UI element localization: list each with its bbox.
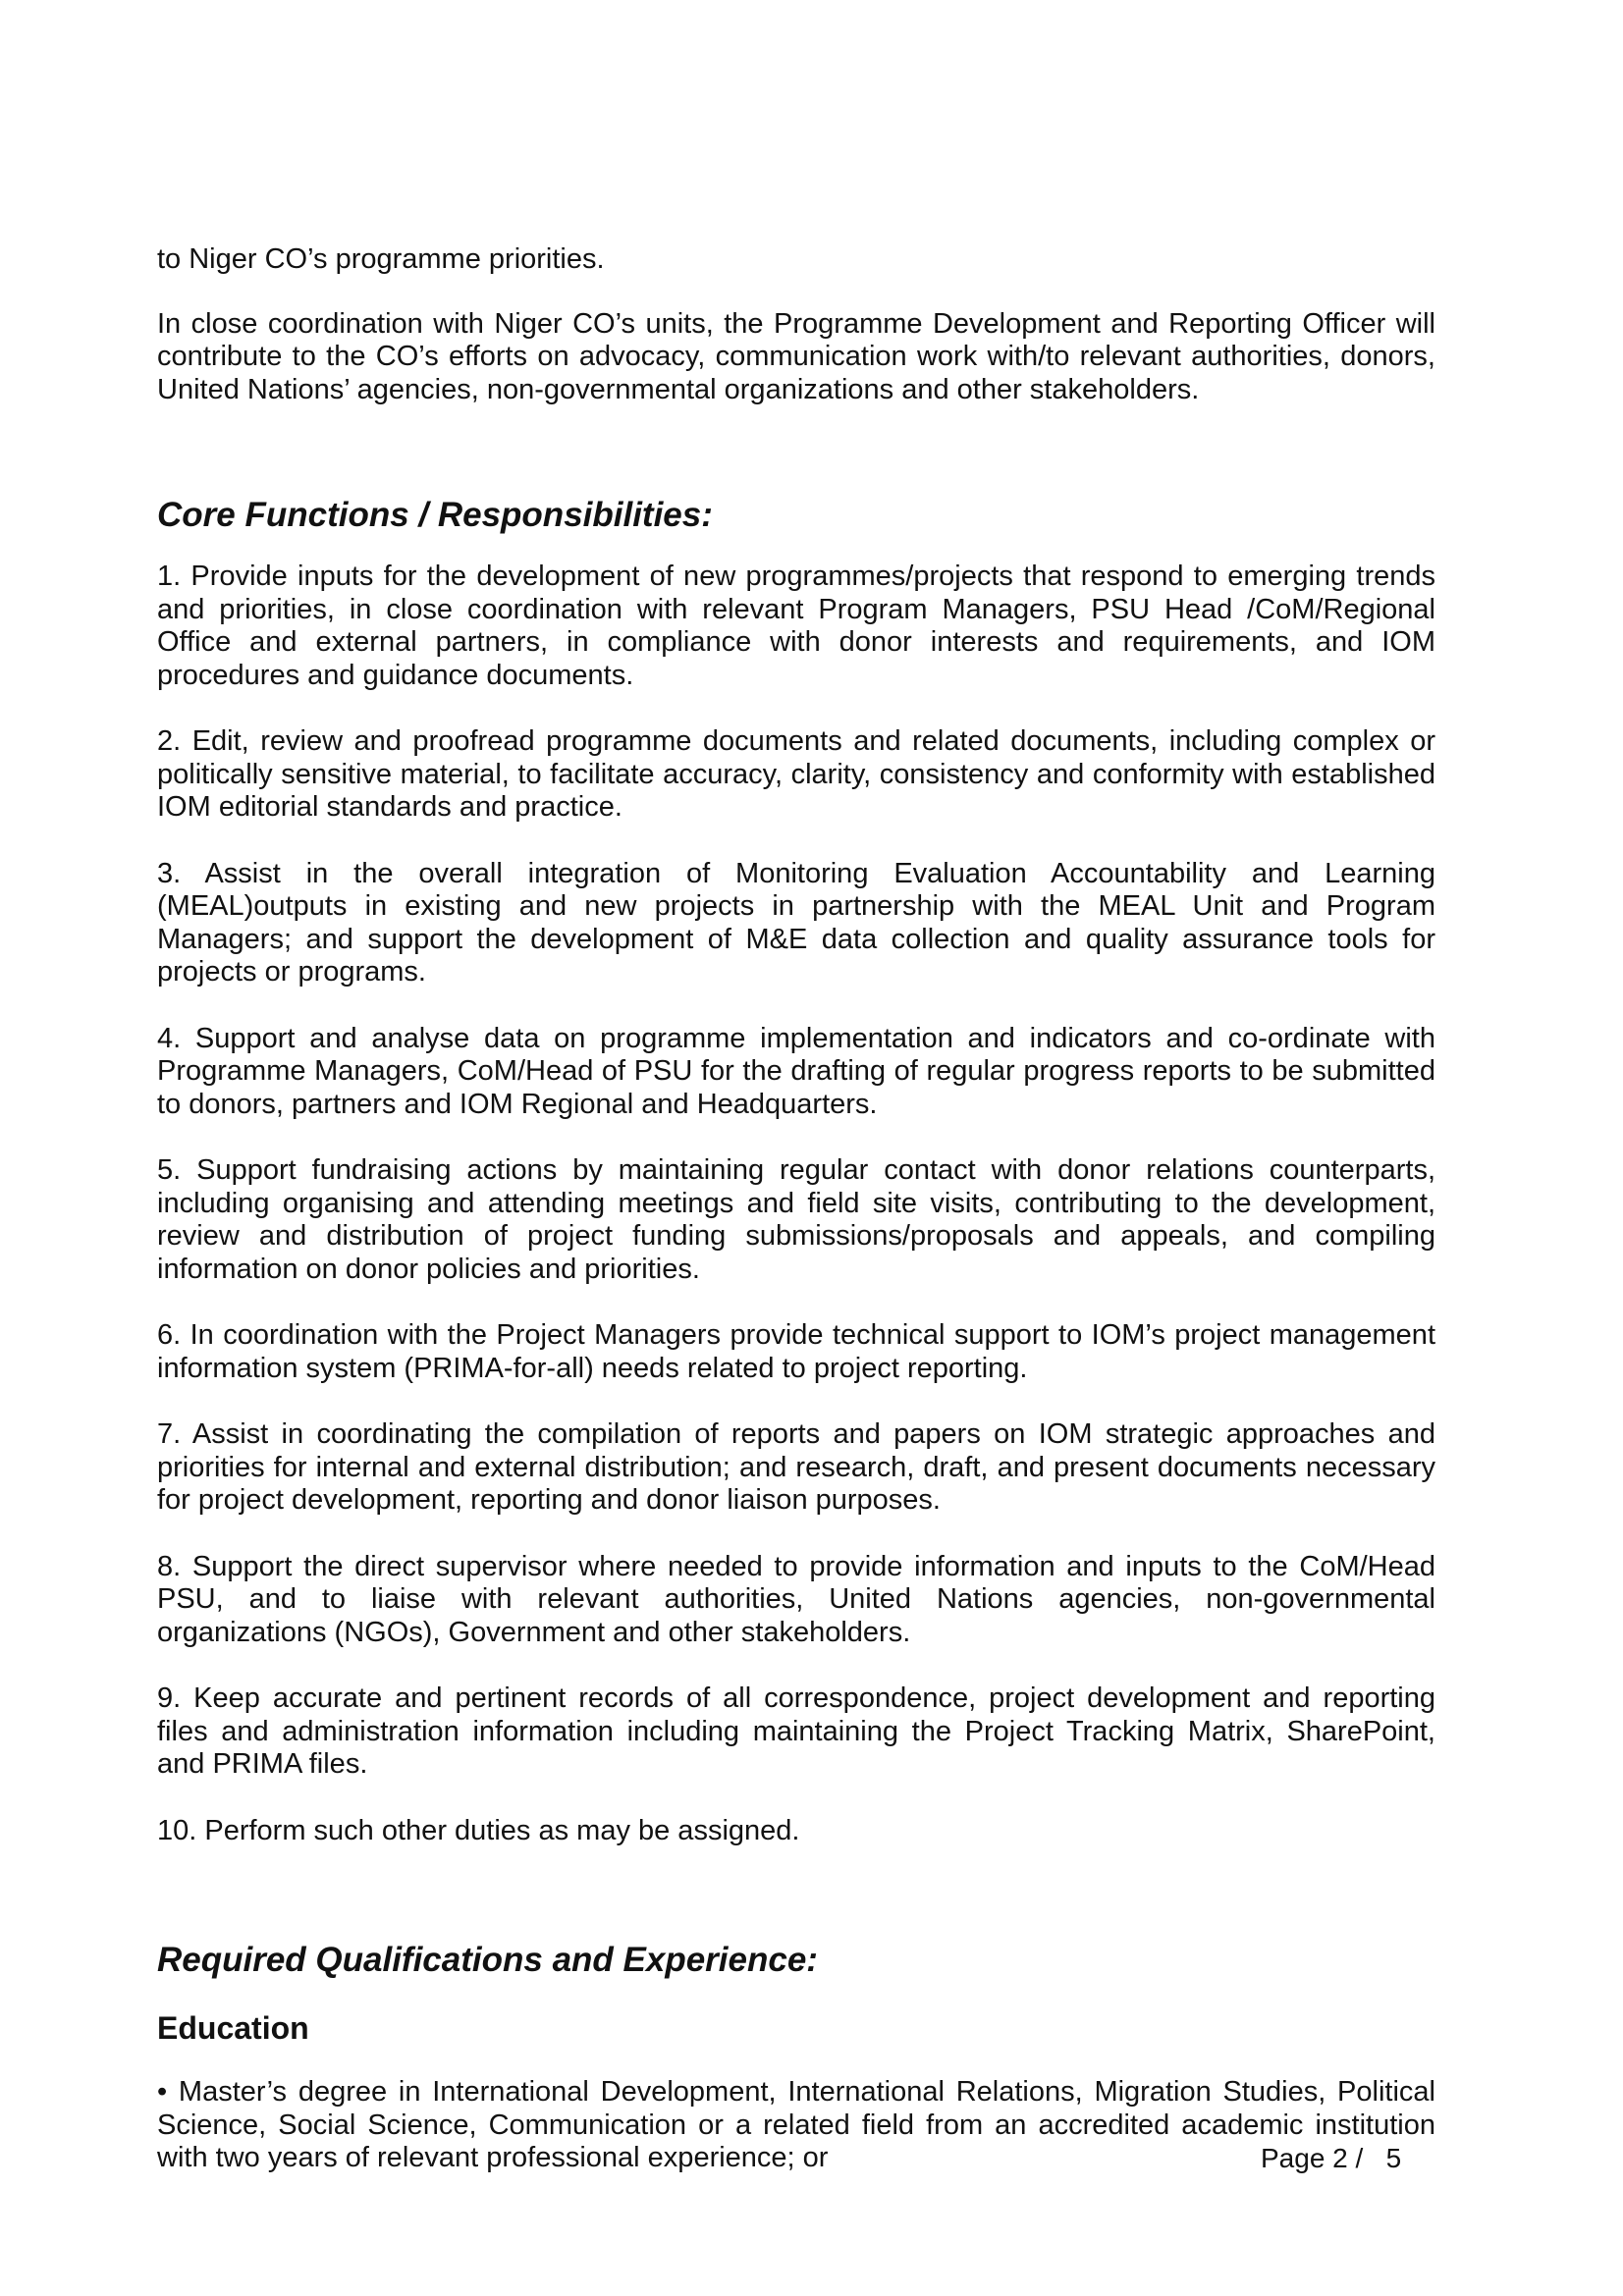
core-functions-heading: Core Functions / Responsibilities: <box>157 496 713 534</box>
responsibility-item-6: 6. In coordination with the Project Managers provide technical support to IOM’s project management information system (PRIMA-for-all) needs related to project reporting. <box>157 1319 1435 1384</box>
intro-coordination: In close coordination with Niger CO’s units, the Programme Development and Reporting Officer will contribute to the CO’s efforts on advocacy, communication work with/to relevant authorities, donors, United Nations’ agencies, non-governmental organizations and other stakeholders. <box>157 307 1435 405</box>
responsibility-item-3: 3. Assist in the overall integration of Monitoring Evaluation Accountability and Learning (MEAL)outputs in existing and new projects in partnership with the MEAL Unit and Program Managers; and support the development of M&E data collection and quality assurance tools for projects or programs. <box>157 857 1435 988</box>
responsibility-item-7: 7. Assist in coordinating the compilation of reports and papers on IOM strategic approaches and priorities for internal and external distribution; and research, draft, and present documents necessary for project development, reporting and donor liaison purposes. <box>157 1418 1435 1516</box>
qualifications-heading: Required Qualifications and Experience: <box>157 1941 818 1979</box>
responsibility-item-10: 10. Perform such other duties as may be assigned. <box>157 1814 800 1846</box>
responsibility-item-9: 9. Keep accurate and pertinent records of all correspondence, project development and reporting files and administration information including maintaining the Project Tracking Matrix, SharePoint, and PRIMA files. <box>157 1682 1435 1780</box>
responsibility-item-8: 8. Support the direct supervisor where needed to provide information and inputs to the CoM/Head PSU, and to liaise with relevant authorities, United Nations agencies, non-governmental organizations (NGOs), Government and other stakeholders. <box>157 1550 1435 1648</box>
document-body <box>157 243 1435 2209</box>
education-item-1: • Master’s degree in International Development, International Relations, Migration Studies, Political Science, Social Science, Communication or a related field from an accredited academic institution with two years of relevant professional experience; or <box>157 2076 1435 2173</box>
intro-continuation: to Niger CO’s programme priorities. <box>157 243 605 275</box>
education-heading: Education <box>157 2010 309 2046</box>
responsibility-item-4: 4. Support and analyse data on programme implementation and indicators and co-ordinate with Programme Managers, CoM/Head of PSU for the drafting of regular progress reports to be submitted to donors, partners and IOM Regional and Headquarters. <box>157 1022 1435 1120</box>
responsibility-item-1: 1. Provide inputs for the development of new programmes/projects that respond to emerging trends and priorities, in close coordination with relevant Program Managers, PSU Head /CoM/Regional Office and external partners, in compliance with donor interests and requirements, and IOM procedures and guidance documents. <box>157 561 1435 691</box>
responsibility-item-2: 2. Edit, review and proofread programme documents and related documents, including complex or politically sensitive material, to facilitate accuracy, clarity, consistency and conformity with established IOM editorial standards and practice. <box>157 725 1435 823</box>
page-number: Page 2 / 5 <box>1261 2143 1402 2173</box>
responsibility-item-5: 5. Support fundraising actions by maintaining regular contact with donor relations counterparts, including organising and attending meetings and field site visits, contributing to the development, review and distribution of project funding submissions/proposals and appeals, and compiling information on donor policies and priorities. <box>157 1154 1435 1285</box>
